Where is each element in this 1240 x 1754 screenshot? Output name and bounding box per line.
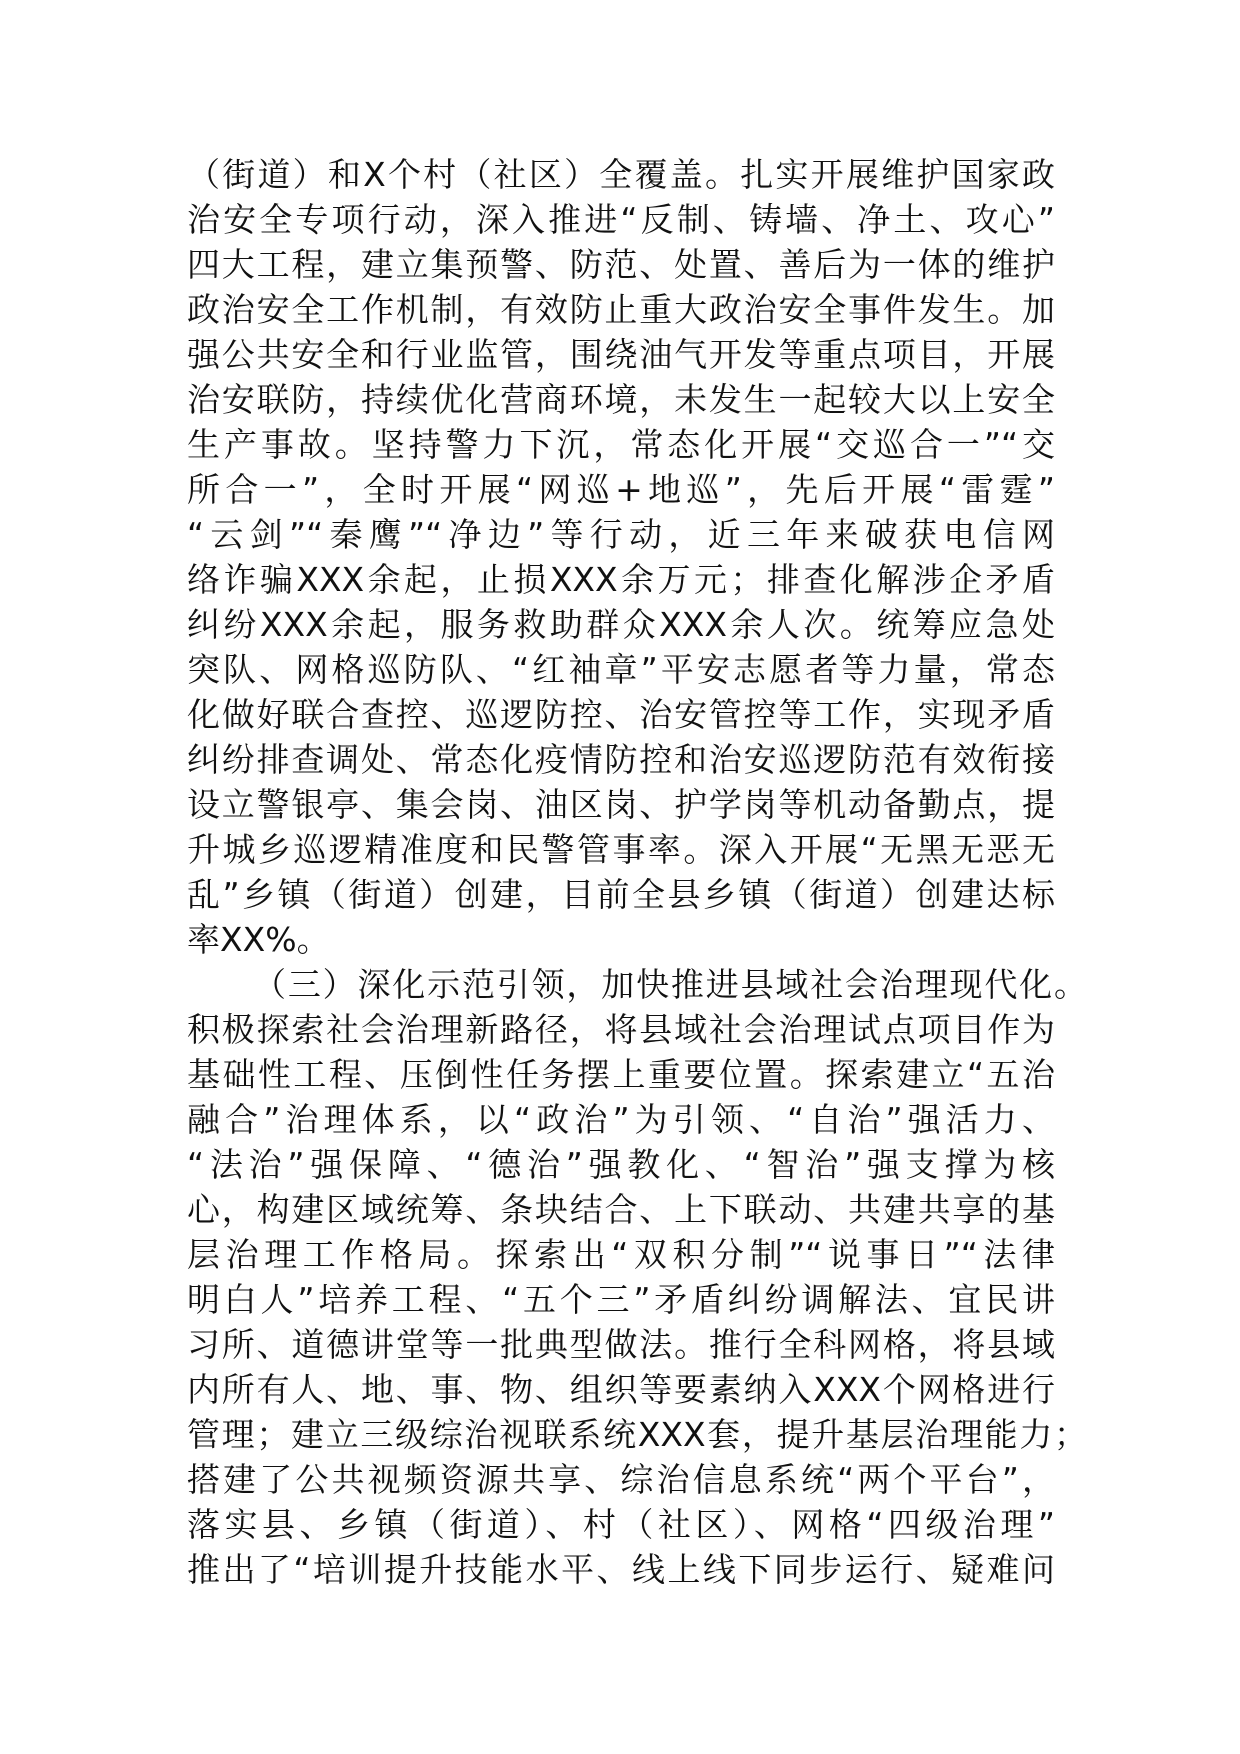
text-line: 纠纷XXX余起，服务救助群众XXX余人次。统筹应急处: [187, 605, 1055, 644]
text-line: 率XX%。: [187, 920, 330, 959]
text-line: 治安全专项行动，深入推进“反制、铸墙、净土、攻心”: [187, 200, 1055, 239]
text-line: 基础性工程、压倒性任务摆上重要位置。探索建立“五治: [187, 1055, 1055, 1094]
text-line: 政治安全工作机制，有效防止重大政治安全事件发生。加: [187, 290, 1055, 329]
text-line: 化做好联合查控、巡逻防控、治安管控等工作，实现矛盾: [187, 695, 1055, 734]
text-line: 积极探索社会治理新路径，将县域社会治理试点项目作为: [187, 1010, 1055, 1049]
text-line: （街道）和X个村（社区）全覆盖。扎实开展维护国家政: [187, 155, 1055, 194]
text-line: 乱”乡镇（街道）创建，目前全县乡镇（街道）创建达标: [187, 875, 1055, 914]
text-line: 治安联防，持续优化营商环境，未发生一起较大以上安全: [187, 380, 1055, 419]
text-line: 落实县、乡镇（街道）、村（社区）、网格“四级治理”: [187, 1505, 1055, 1544]
text-line: 强公共安全和行业监管，围绕油气开发等重点项目，开展: [187, 335, 1055, 374]
text-line: 管理；建立三级综治视联系统XXX套，提升基层治理能力；: [187, 1415, 1087, 1454]
text-line: 所合一”，全时开展“网巡+地巡”，先后开展“雷霆”: [187, 470, 1055, 509]
text-line: “云剑”“秦鹰”“净边”等行动，近三年来破获电信网: [187, 515, 1055, 554]
text-line: 明白人”培养工程、“五个三”矛盾纠纷调解法、宜民讲: [187, 1280, 1055, 1319]
text-line: 心，构建区域统筹、条块结合、上下联动、共建共享的基: [187, 1190, 1055, 1229]
text-line: 融合”治理体系，以“政治”为引领、“自治”强活力、: [187, 1100, 1055, 1139]
text-line: 内所有人、地、事、物、组织等要素纳入XXX个网格进行: [187, 1370, 1055, 1409]
text-line: “法治”强保障、“德治”强教化、“智治”强支撑为核: [187, 1145, 1055, 1184]
text-line: 纠纷排查调处、常态化疫情防控和治安巡逻防范有效衔接: [187, 740, 1055, 779]
text-line: 搭建了公共视频资源共享、综治信息系统“两个平台”，: [187, 1460, 1055, 1499]
text-line: 层治理工作格局。探索出“双积分制”“说事日”“法律: [187, 1235, 1055, 1274]
section-heading: （三）深化示范引领，加快推进县域社会治理现代化。: [253, 965, 1087, 1004]
text-line: 生产事故。坚持警力下沉，常态化开展“交巡合一”“交: [187, 425, 1055, 464]
text-line: 设立警银亭、集会岗、油区岗、护学岗等机动备勤点，提: [187, 785, 1055, 824]
text-line: 推出了“培训提升技能水平、线上线下同步运行、疑难问: [187, 1550, 1055, 1589]
body-text: [187, 152, 1087, 1592]
text-line: 升城乡巡逻精准度和民警管事率。深入开展“无黑无恶无: [187, 830, 1055, 869]
text-line: 四大工程，建立集预警、防范、处置、善后为一体的维护: [187, 245, 1055, 284]
text-line: 突队、网格巡防队、“红袖章”平安志愿者等力量，常态: [187, 650, 1055, 689]
text-line: 络诈骗XXX余起，止损XXX余万元；排查化解涉企矛盾: [187, 560, 1055, 599]
text-line: 习所、道德讲堂等一批典型做法。推行全科网格，将县域: [187, 1325, 1055, 1364]
